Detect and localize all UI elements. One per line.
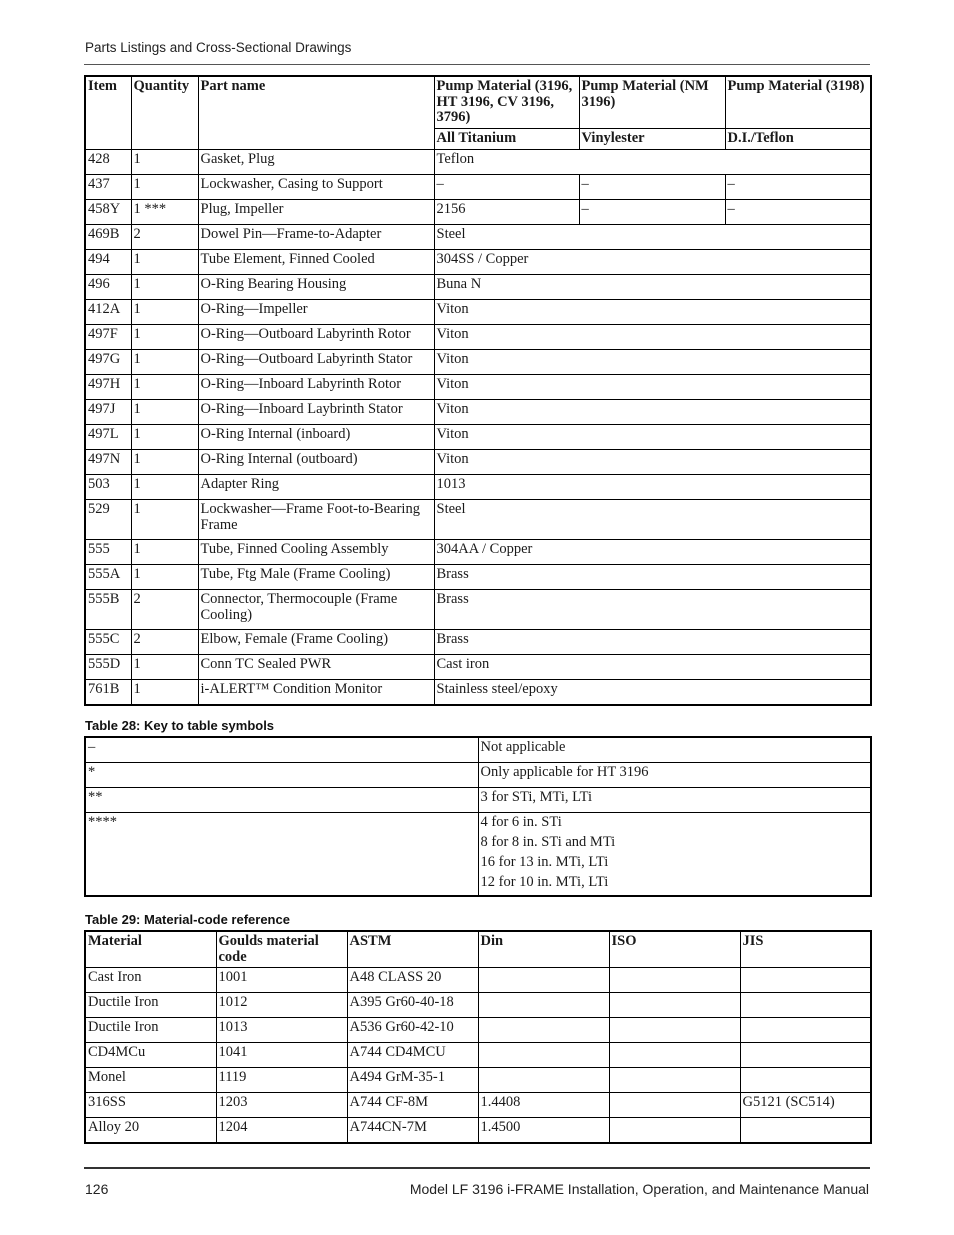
table-row [85,1118,871,1144]
item-number-cell: 761B [85,680,131,706]
table-row [85,968,871,993]
part-name-cell: Connector, Thermocouple (Frame Cooling) [198,590,434,630]
table-row [85,425,871,450]
materials-cell [609,1068,740,1093]
quantity-cell: 1 *** [131,200,198,225]
materials-cell: 1.4408 [478,1093,609,1118]
table-row [85,150,871,175]
materials-cell: 1012 [216,993,347,1018]
part-name-cell: Dowel Pin—Frame-to-Adapter [198,225,434,250]
materials-cell: CD4MCu [85,1043,216,1068]
material-cell: Brass [434,590,871,630]
materials-cell [478,968,609,993]
materials-cell: A744CN-7M [347,1118,478,1144]
part-name-cell: Elbow, Female (Frame Cooling) [198,630,434,655]
material-cell: Viton [434,325,871,350]
table28-caption: Table 28: Key to table symbols [85,718,275,733]
subheader-di-teflon: D.I./Teflon [725,129,871,150]
table-row [85,1043,871,1068]
parts-table [84,75,872,706]
item-number-cell: 497J [85,400,131,425]
part-name-cell: Plug, Impeller [198,200,434,225]
quantity-cell: 2 [131,590,198,630]
materials-cell: 1013 [216,1018,347,1043]
item-number-cell: 529 [85,500,131,540]
materials-cell: Ductile Iron [85,993,216,1018]
material-cell: Viton [434,400,871,425]
materials-cell: 1204 [216,1118,347,1144]
item-number-cell: 437 [85,175,131,200]
material-cell: Stainless steel/epoxy [434,680,871,706]
item-number-cell: 555D [85,655,131,680]
materials-cell: Alloy 20 [85,1118,216,1144]
table-row [85,540,871,565]
quantity-cell: 1 [131,300,198,325]
material-cell: – [579,175,725,200]
table-row [85,175,871,200]
header-part-name: Part name [198,76,434,150]
meaning-line: 16 for 13 in. MTi, LTi [480,854,609,870]
part-name-cell: O-Ring—Outboard Labyrinth Rotor [198,325,434,350]
materials-header-cell: Goulds material code [216,931,347,968]
materials-cell: 316SS [85,1093,216,1118]
table-row [85,475,871,500]
part-name-cell: O-Ring Internal (outboard) [198,450,434,475]
quantity-cell: 1 [131,350,198,375]
item-number-cell: 428 [85,150,131,175]
item-number-cell: 503 [85,475,131,500]
quantity-cell: 1 [131,375,198,400]
materials-cell: 1041 [216,1043,347,1068]
subheader-vinylester: Vinylester [579,129,725,150]
quantity-cell: 1 [131,500,198,540]
table-row [85,655,871,680]
table-row [85,375,871,400]
symbol-cell: – [85,737,478,763]
symbol-cell: ** [85,788,478,813]
table-row [85,565,871,590]
part-name-cell: Conn TC Sealed PWR [198,655,434,680]
materials-header-cell: Din [478,931,609,968]
meaning-cell [478,737,871,763]
manual-title: Model LF 3196 i-FRAME Installation, Operation, and Maintenance Manual [409,1181,869,1197]
quantity-cell: 1 [131,475,198,500]
part-name-cell: i-ALERT™ Condition Monitor [198,680,434,706]
item-number-cell: 555B [85,590,131,630]
materials-cell: Cast Iron [85,968,216,993]
material-cell: Buna N [434,275,871,300]
footer-rule [84,1167,870,1169]
materials-cell [740,1043,871,1068]
item-number-cell: 497N [85,450,131,475]
material-cell: – [579,200,725,225]
quantity-cell: 1 [131,175,198,200]
item-number-cell: 469B [85,225,131,250]
quantity-cell: 1 [131,425,198,450]
item-number-cell: 497L [85,425,131,450]
item-number-cell: 412A [85,300,131,325]
quantity-cell: 1 [131,540,198,565]
item-number-cell: 497H [85,375,131,400]
table-row [85,763,871,788]
item-number-cell: 555A [85,565,131,590]
quantity-cell: 1 [131,680,198,706]
materials-header-cell: ASTM [347,931,478,968]
materials-cell: A744 CD4MCU [347,1043,478,1068]
material-cell: Teflon [434,150,871,175]
part-name-cell: Adapter Ring [198,475,434,500]
table-row [85,737,871,763]
materials-cell [478,1068,609,1093]
material-cell: Viton [434,350,871,375]
materials-cell [478,993,609,1018]
materials-cell: 1203 [216,1093,347,1118]
table-row [85,813,871,897]
materials-cell: Monel [85,1068,216,1093]
header-item: Item [85,76,131,150]
part-name-cell: O-Ring—Impeller [198,300,434,325]
part-name-cell: O-Ring Internal (inboard) [198,425,434,450]
materials-cell: A494 GrM-35-1 [347,1068,478,1093]
part-name-cell: O-Ring—Inboard Labyrinth Rotor [198,375,434,400]
materials-cell: A395 Gr60-40-18 [347,993,478,1018]
table-row [85,275,871,300]
table-row [85,450,871,475]
materials-cell [740,1118,871,1144]
item-number-cell: 497F [85,325,131,350]
materials-cell: G5121 (SC514) [740,1093,871,1118]
materials-table-body [85,968,871,1144]
meaning-cell [478,763,871,788]
part-name-cell: Gasket, Plug [198,150,434,175]
header-title: Parts Listings and Cross-Sectional Drawings [85,40,352,55]
parts-header-row [85,76,871,129]
table-row [85,350,871,375]
material-cell: 1013 [434,475,871,500]
subheader-all-titanium: All Titanium [434,129,579,150]
parts-table-body [85,150,871,706]
materials-cell [740,968,871,993]
part-name-cell: O-Ring—Outboard Labyrinth Stator [198,350,434,375]
material-cell: – [725,175,871,200]
table-row [85,200,871,225]
materials-header-cell: ISO [609,931,740,968]
table-row [85,400,871,425]
part-name-cell: Lockwasher, Casing to Support [198,175,434,200]
material-cell: Cast iron [434,655,871,680]
material-cell: 2156 [434,200,579,225]
materials-cell [740,1018,871,1043]
material-cell: 304SS / Copper [434,250,871,275]
materials-cell [609,1118,740,1144]
meaning-cell [478,788,871,813]
quantity-cell: 1 [131,150,198,175]
part-name-cell: Lockwasher—Frame Foot-to-Bearing Frame [198,500,434,540]
part-name-cell: O-Ring Bearing Housing [198,275,434,300]
materials-cell: Ductile Iron [85,1018,216,1043]
symbol-cell: **** [85,813,478,897]
quantity-cell: 1 [131,275,198,300]
page-number: 126 [85,1181,109,1197]
table29-caption: Table 29: Material-code reference [85,912,290,927]
header-rule [84,64,870,65]
meaning-line: 3 for STi, MTi, LTi [480,789,593,805]
part-name-cell: Tube, Finned Cooling Assembly [198,540,434,565]
table-row [85,225,871,250]
meaning-line: 12 for 10 in. MTi, LTi [480,874,609,890]
quantity-cell: 1 [131,250,198,275]
header-material-3198: Pump Material (3198) [725,76,871,129]
materials-cell [740,993,871,1018]
materials-cell [740,1068,871,1093]
meaning-line: Only applicable for HT 3196 [480,764,649,780]
materials-header-cell: JIS [740,931,871,968]
meaning-line: 4 for 6 in. STi [480,814,562,830]
quantity-cell: 1 [131,565,198,590]
materials-header-cell: Material [85,931,216,968]
table-row [85,500,871,540]
meaning-line: 8 for 8 in. STi and MTi [480,834,616,850]
material-cell: Viton [434,375,871,400]
table-row [85,325,871,350]
table-row [85,590,871,630]
materials-cell [609,1093,740,1118]
materials-cell: 1.4500 [478,1118,609,1144]
material-cell: – [725,200,871,225]
material-cell: Viton [434,450,871,475]
table-row [85,630,871,655]
material-cell: Steel [434,225,871,250]
material-cell: Viton [434,300,871,325]
table-row [85,1068,871,1093]
materials-cell [609,968,740,993]
table-row [85,788,871,813]
symbols-table-body [85,737,871,896]
item-number-cell: 494 [85,250,131,275]
materials-header-row [85,931,871,968]
materials-cell: 1119 [216,1068,347,1093]
materials-cell: 1001 [216,968,347,993]
materials-cell [478,1043,609,1068]
quantity-cell: 1 [131,325,198,350]
material-cell: Brass [434,630,871,655]
material-cell: 304AA / Copper [434,540,871,565]
header-material-nm3196: Pump Material (NM 3196) [579,76,725,129]
materials-cell: A48 CLASS 20 [347,968,478,993]
symbol-cell: * [85,763,478,788]
materials-cell [609,993,740,1018]
materials-cell [478,1018,609,1043]
materials-cell [609,1018,740,1043]
part-name-cell: Tube, Ftg Male (Frame Cooling) [198,565,434,590]
item-number-cell: 497G [85,350,131,375]
table-row [85,1018,871,1043]
symbols-table [84,736,872,897]
quantity-cell: 2 [131,225,198,250]
table-row [85,993,871,1018]
item-number-cell: 496 [85,275,131,300]
material-cell: Viton [434,425,871,450]
item-number-cell: 458Y [85,200,131,225]
quantity-cell: 1 [131,655,198,680]
item-number-cell: 555 [85,540,131,565]
material-cell: – [434,175,579,200]
header-quantity: Quantity [131,76,198,150]
materials-cell: A536 Gr60-42-10 [347,1018,478,1043]
materials-cell [609,1043,740,1068]
quantity-cell: 1 [131,400,198,425]
part-name-cell: O-Ring—Inboard Laybrinth Stator [198,400,434,425]
quantity-cell: 2 [131,630,198,655]
table-row [85,250,871,275]
materials-table [84,930,872,1144]
header-material-3196: Pump Material (3196, HT 3196, CV 3196, 3796) [434,76,579,129]
table-row [85,1093,871,1118]
meaning-cell [478,813,871,897]
meaning-line: Not applicable [480,739,566,755]
material-cell: Brass [434,565,871,590]
quantity-cell: 1 [131,450,198,475]
materials-cell: A744 CF-8M [347,1093,478,1118]
item-number-cell: 555C [85,630,131,655]
table-row [85,300,871,325]
material-cell: Steel [434,500,871,540]
table-row [85,680,871,706]
part-name-cell: Tube Element, Finned Cooled [198,250,434,275]
